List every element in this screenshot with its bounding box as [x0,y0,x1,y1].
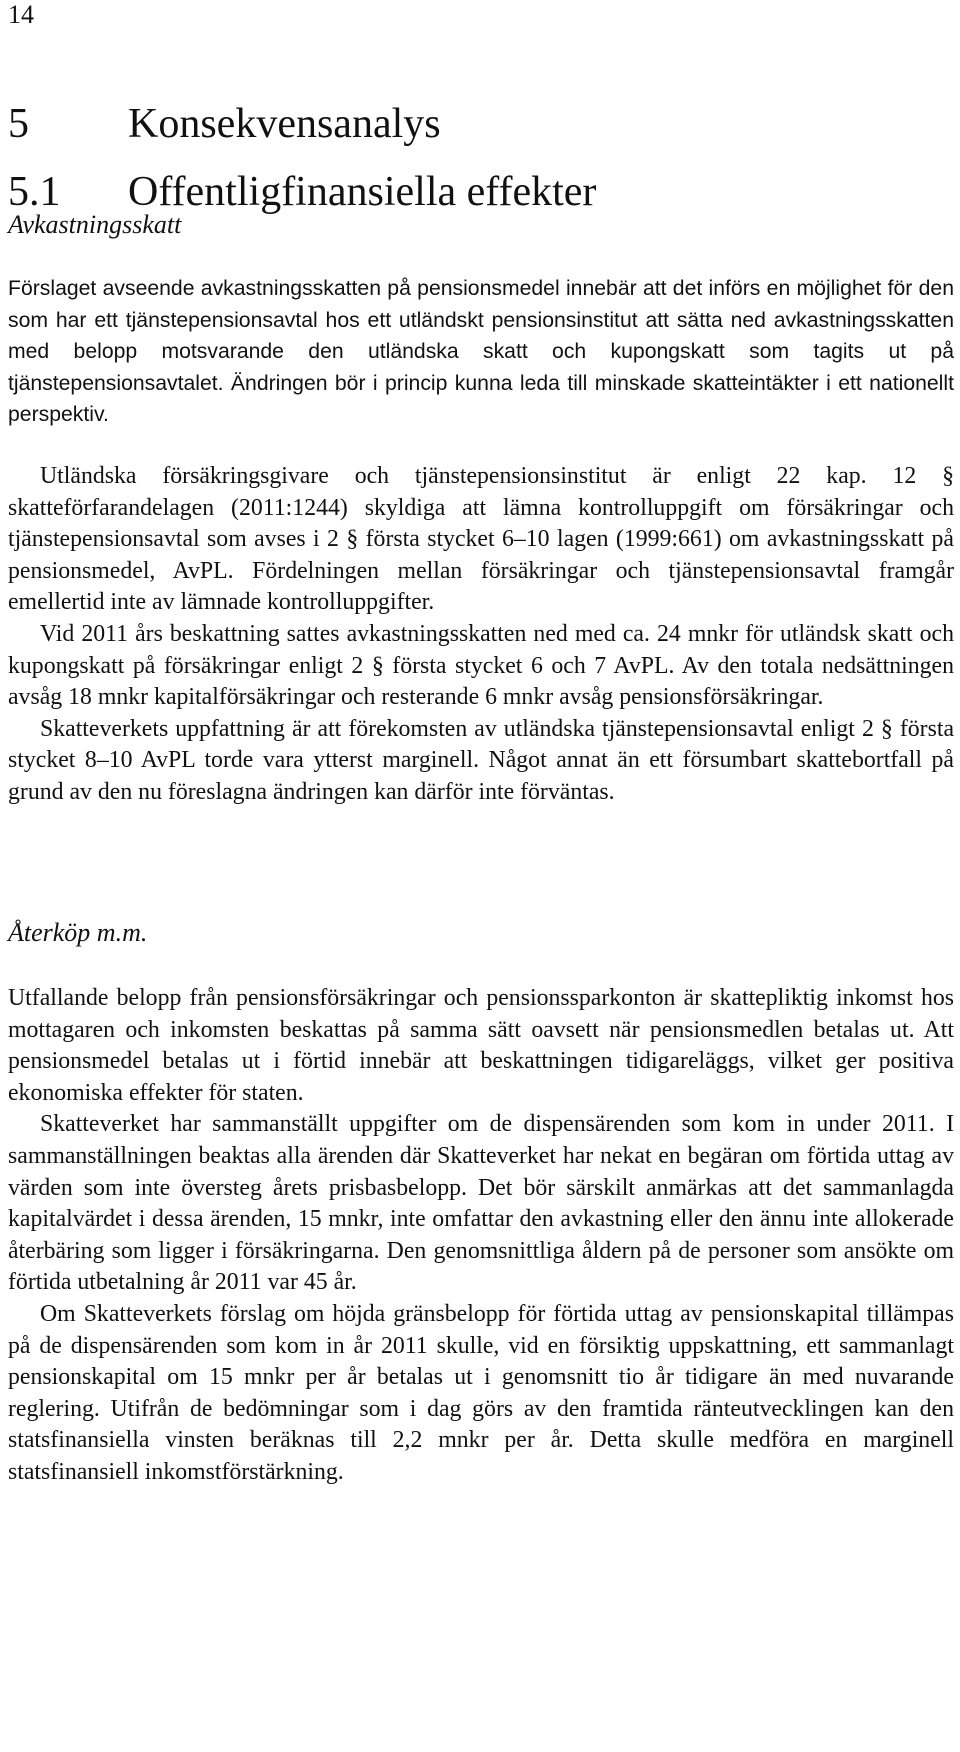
aterkop-body [8,983,954,1489]
section-heading [8,168,596,216]
chapter-heading [8,100,441,148]
section-number: 5.1 [8,169,61,215]
avkastningsskatt-body [8,273,954,431]
page-number: 14 [8,0,34,29]
chapter-number: 5 [8,101,29,147]
avkastningsskatt-body-continued [8,461,954,809]
section-title: Offentligfinansiella effekter [128,169,597,215]
paragraph: Skatteverket har sammanställt uppgifter om de dispensärenden som kom in under 2011. I sammanställningen beaktas alla ärenden där Skatteverket har nekat en begäran om förtida uttag av värden som inte översteg årets prisbasbelopp. Det bör särskilt anmärkas att det sammanlagda kapitalvärdet i dessa ärenden, 15 mnkr, inte omfattar den avkastning eller den ännu inte allokerade återbäring som ligger i försäkringarna. Den genomsnittliga åldern på de personer som ansökte om förtida utbetalning år 2011 var 45 år. [8,1111,954,1296]
paragraph: Utfallande belopp från pensionsförsäkringar och pensionssparkonton är skattepliktig inkomst hos mottagaren och inkomsten beskattas på samma sätt oavsett när pensionsmedlen betalas ut. Att pensionsmedel betalas ut i förtid innebär att beskattningen tidigareläggs, vilket ger positiva ekonomiska effekter för staten. [8,985,954,1106]
subsection-title-aterkop: Återköp m.m. [8,918,148,947]
chapter-title: Konsekvensanalys [128,101,441,147]
paragraph: Om Skatteverkets förslag om höjda gränsbelopp för förtida uttag av pensionskapital tillämpas på de dispensärenden som kom in år 2011 skulle, vid en försiktig uppskattning, ett sammanlagt pensionskapital om 15 mnkr per år betalas ut i genomsnitt tio år tidigare än med nuvarande reglering. Utifrån de bedömningar som i dag görs av den framtida ränteutvecklingen kan den statsfinansiella vinsten beräknas till 2,2 mnkr per år. Detta skulle medföra en marginell statsfinansiell inkomstförstärkning. [8,1300,954,1485]
paragraph: Förslaget avseende avkastningsskatten på pensionsmedel innebär att det införs en möjlighet för den som har ett tjänstepensionsavtal hos ett utländskt pensionsinstitut att sätta ned avkastningsskatten med belopp motsvarande den utländska skatt och kupongskatt som tagits ut på tjänstepensionsavtalet. Ändringen bör i princip kunna leda till minskade skatteintäkter i ett nationellt perspektiv. [8,277,954,427]
paragraph: Skatteverkets uppfattning är att förekomsten av utländska tjänstepensionsavtal enligt 2 § första stycket 8–10 AvPL torde vara ytterst marginell. Något annat än ett försumbart skattebortfall på grund av den nu föreslagna ändringen kan därför inte förväntas. [8,715,954,805]
paragraph: Vid 2011 års beskattning sattes avkastningsskatten ned med ca. 24 mnkr för utländsk skatt och kupongskatt på försäkringar enligt 2 § första stycket 6 och 7 AvPL. Av den totala nedsättningen avsåg 18 mnkr kapitalförsäkringar och resterande 6 mnkr avsåg pensionsförsäkringar. [8,620,954,711]
subsection-title-avkastningsskatt: Avkastningsskatt [8,210,182,239]
paragraph: Utländska försäkringsgivare och tjänstepensionsinstitut är enligt 22 kap. 12 § skatteförfarandelagen (2011:1244) skyldiga att lämna kontrolluppgift om försäkringar och tjänstepensionsavtal som avses i 2 § första stycket 6–10 lagen (1999:661) om avkastningsskatt på pensionsmedel, AvPL. Fördelningen mellan försäkringar och tjänstepensionsavtal framgår emellertid inte av lämnade kontrolluppgifter. [8,463,954,616]
